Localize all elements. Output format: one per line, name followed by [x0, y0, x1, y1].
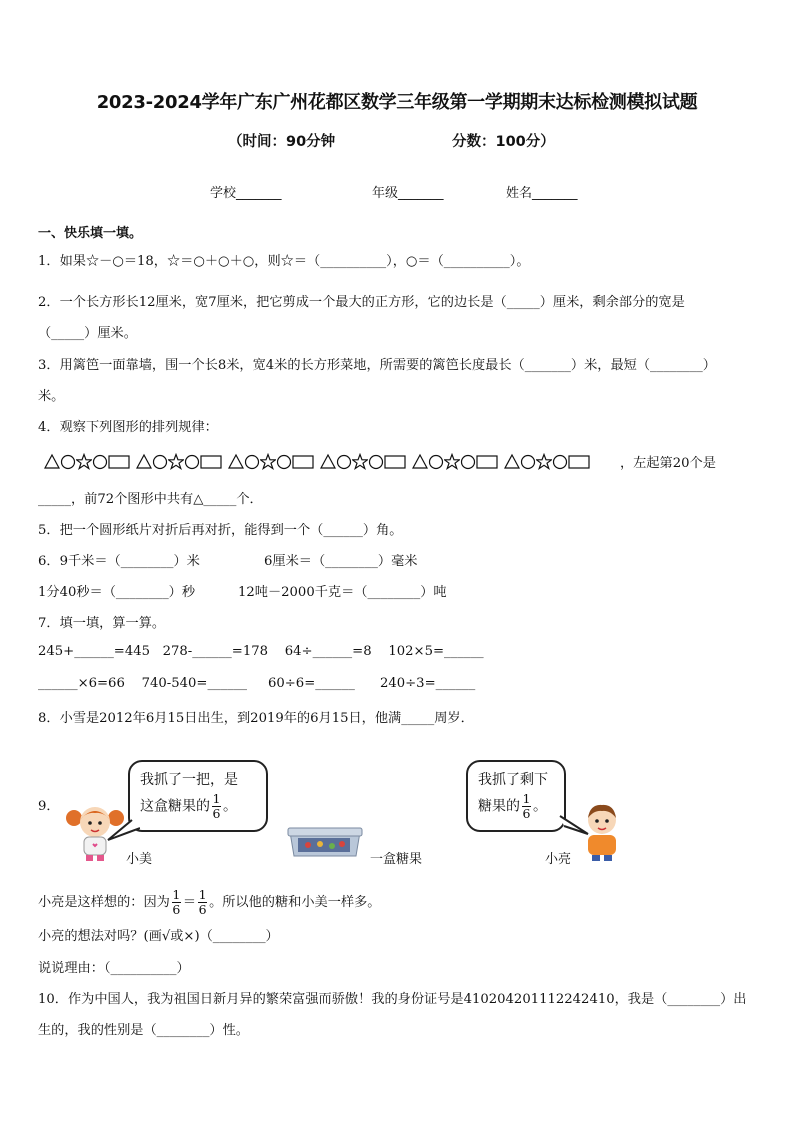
- question-1: 1．如果☆－○＝18，☆＝○＋○＋○，则☆＝（__________），○＝（__________）。: [38, 254, 530, 269]
- circle-icon: [460, 453, 476, 471]
- star-icon: [444, 453, 460, 471]
- girl-bubble-line-1: 我抓了一把，是: [140, 772, 238, 788]
- circle-icon: [276, 453, 292, 471]
- star-icon: [352, 453, 368, 471]
- triangle-icon: [44, 453, 60, 471]
- question-9-number: 9．: [38, 799, 60, 814]
- question-7-row-2: ______×6=66 740-540=______ 60÷6=______ 240÷3=______: [38, 676, 476, 691]
- shape-group: [44, 453, 130, 471]
- question-4-line-3: _____，前72个图形中共有△_____个．: [38, 492, 263, 507]
- question-6d: 12吨－2000千克＝（________）吨: [238, 585, 447, 600]
- square-icon: [568, 453, 590, 471]
- question-2-line-1: 2．一个长方形长12厘米，宽7厘米，把它剪成一个最大的正方形，它的边长是（_____）厘米，剩余部分的宽是: [38, 295, 685, 310]
- question-9-reason: 小亮是这样想的：因为 $\frac{1}{6}$ ＝ $\frac{1}{6}$ 。所以他的糖和小美一样多。: [38, 887, 381, 917]
- candy-box-illustration: [286, 822, 364, 860]
- circle-icon: [184, 453, 200, 471]
- square-icon: [384, 453, 406, 471]
- fraction-one-sixth: $\frac{1}{6}$: [198, 887, 207, 917]
- shape-group: [412, 453, 498, 471]
- shape-group: [320, 453, 406, 471]
- square-icon: [292, 453, 314, 471]
- boy-bubble-line-2: 糖果的: [478, 798, 520, 815]
- question-7-row-1: 245+______=445 278-______=178 64÷______=8 102×5=______: [38, 644, 484, 659]
- question-3-line-2: 米。: [38, 389, 65, 404]
- question-5: 5．把一个圆形纸片对折后再对折，能得到一个（______）角。: [38, 523, 403, 538]
- question-4-tail: ，左起第20个是: [620, 456, 716, 471]
- fraction-one-sixth: $\frac{1}{6}$: [522, 791, 531, 821]
- page-title: 2023-2024学年广东广州花都区数学三年级第一学期期末达标检测模拟试题: [96, 92, 698, 113]
- fraction-one-sixth: $\frac{1}{6}$: [212, 791, 221, 821]
- school-field: 学校_______: [210, 186, 282, 201]
- girl-name: 小美: [126, 852, 153, 867]
- fraction-one-sixth: $\frac{1}{6}$: [172, 887, 181, 917]
- boy-speech-bubble: 我抓了剩下 糖果的 $\frac{1}{6}$ 。: [466, 760, 566, 832]
- boy-illustration: [580, 802, 624, 862]
- circle-icon: [244, 453, 260, 471]
- circle-icon: [60, 453, 76, 471]
- exam-time: （时间：90分钟: [228, 134, 336, 150]
- question-4-line-1: 4．观察下列图形的排列规律：: [38, 420, 218, 435]
- star-icon: [260, 453, 276, 471]
- grade-field: 年级_______: [372, 186, 444, 201]
- boy-bubble-line-1: 我抓了剩下: [478, 772, 548, 788]
- square-icon: [476, 453, 498, 471]
- circle-icon: [428, 453, 444, 471]
- boy-name: 小亮: [545, 852, 572, 867]
- name-field: 姓名_______: [506, 186, 578, 201]
- question-6c: 1分40秒＝（________）秒: [38, 585, 196, 600]
- question-10-line-2: 生的，我的性别是（________）性。: [38, 1023, 249, 1038]
- question-8: 8．小雪是2012年6月15日出生，到2019年的6月15日，他满_____周岁．: [38, 711, 474, 726]
- star-icon: [76, 453, 92, 471]
- girl-bubble-line-2: 这盒糖果的: [140, 798, 210, 815]
- triangle-icon: [228, 453, 244, 471]
- shape-sequence: [44, 453, 596, 471]
- question-9-explain: 说说理由：（__________）: [38, 961, 190, 976]
- circle-icon: [368, 453, 384, 471]
- square-icon: [200, 453, 222, 471]
- shape-group: [228, 453, 314, 471]
- star-icon: [168, 453, 184, 471]
- triangle-icon: [504, 453, 520, 471]
- question-3-line-1: 3．用篱笆一面靠墙，围一个长8米，宽4米的长方形菜地，所需要的篱笆长度最长（_______）米，最短（________）: [38, 358, 716, 373]
- circle-icon: [552, 453, 568, 471]
- shape-group: [504, 453, 590, 471]
- exam-score: 分数：100分）: [452, 134, 555, 150]
- question-9-ask: 小亮的想法对吗？(画√或×)（________）: [38, 929, 279, 944]
- question-6a: 6．9千米＝（________）米: [38, 554, 200, 569]
- shape-group: [136, 453, 222, 471]
- question-7-title: 7．填一填，算一算。: [38, 616, 166, 631]
- triangle-icon: [136, 453, 152, 471]
- circle-icon: [152, 453, 168, 471]
- girl-speech-bubble: 我抓了一把，是 这盒糖果的 $\frac{1}{6}$ 。: [128, 760, 268, 832]
- triangle-icon: [320, 453, 336, 471]
- candy-box-label: 一盒糖果: [370, 852, 423, 867]
- star-icon: [536, 453, 552, 471]
- triangle-icon: [412, 453, 428, 471]
- square-icon: [108, 453, 130, 471]
- circle-icon: [92, 453, 108, 471]
- section-heading: 一、快乐填一填。: [38, 226, 143, 241]
- question-6b: 6厘米＝（________）毫米: [264, 554, 418, 569]
- circle-icon: [520, 453, 536, 471]
- girl-illustration: [64, 800, 126, 862]
- circle-icon: [336, 453, 352, 471]
- question-2-line-2: （_____）厘米。: [38, 326, 137, 341]
- question-10-line-1: 10．作为中国人，我为祖国日新月异的繁荣富强而骄傲！我的身份证号是410204201112242410，我是（________）出: [38, 992, 747, 1007]
